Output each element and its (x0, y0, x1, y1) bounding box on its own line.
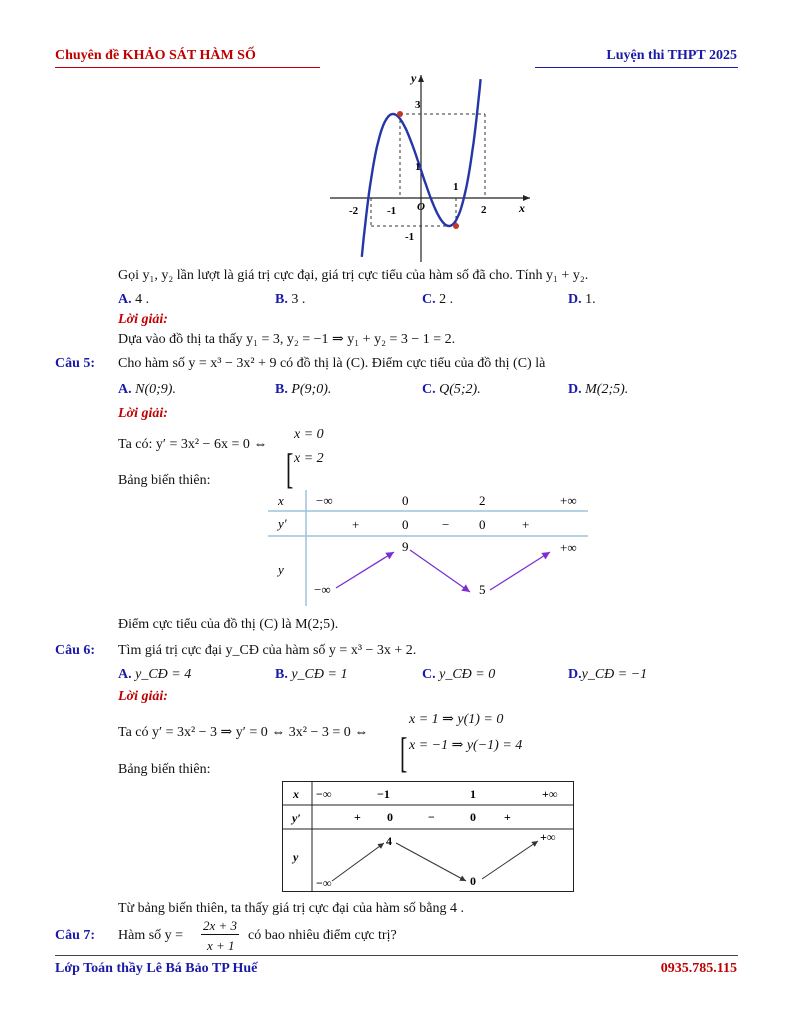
q6-stem: Tìm giá trị cực đại y_CĐ của hàm số y = x³ − 3x + 2. (118, 643, 417, 658)
graph-y-label: y (411, 71, 417, 85)
q6-table-sign-1: 0 (387, 810, 393, 824)
q6-table-x-head: x (293, 787, 299, 801)
q6-table-x-3: +∞ (542, 787, 558, 801)
graph-x-tick-neg1: -1 (387, 205, 397, 217)
q5-table-sign-3: 0 (479, 517, 486, 532)
q6-case-2: x = −1 ⇒ y(−1) = 4 (409, 738, 523, 753)
q6-case-1: x = 1 ⇒ y(1) = 0 (409, 712, 504, 727)
q5-table-y-2: 5 (479, 582, 486, 597)
q6-table-y-1: 4 (386, 834, 392, 848)
q5-option-c: C. Q(5;2). (422, 382, 481, 397)
q5-table-y-0: −∞ (314, 582, 331, 597)
graph-x-tick-1: 1 (453, 181, 459, 193)
q5-table-x-1: 0 (402, 493, 409, 508)
q4-solution: Dựa vào đồ thị ta thấy y₁ = 3, y₂ = −1 ⇒ y₁ + y₂ = 3 − 1 = 2. (118, 332, 456, 347)
q6-label: Câu 6: (55, 643, 96, 658)
q7-label: Câu 7: (55, 928, 96, 943)
footer-left: Lớp Toán thầy Lê Bá Bảo TP Huế (55, 961, 258, 976)
graph-y-tick-neg1: -1 (405, 231, 415, 243)
cubic-graph (325, 70, 535, 265)
q6-table-x-1: −1 (377, 787, 390, 801)
q6-option-b: B. y_CĐ = 1 (275, 667, 348, 682)
q5-table-x-head: x (278, 493, 284, 508)
q6-conclusion: Từ bảng biến thiên, ta thấy giá trị cực đại của hàm số bằng 4 . (118, 901, 465, 916)
graph-origin: O (417, 201, 425, 213)
footer-rule (55, 955, 738, 956)
q6-table-y-2: 0 (470, 874, 476, 888)
q6-table-sign-0: + (354, 810, 361, 824)
graph-x-tick-neg2: -2 (349, 205, 359, 217)
q5-table-y-3: +∞ (560, 540, 577, 555)
q6-derivative: Ta có y′ = 3x² − 3 ⇒ y′ = 0 ⇔ 3x² − 3 = 0 ⇔ (118, 725, 369, 740)
q5-option-d: D. M(2;5). (568, 382, 629, 397)
q4-option-b: B. 3 . (275, 292, 306, 307)
q4-solution-label: Lời giải: (118, 312, 168, 327)
q4-option-a: A. 4 . (118, 292, 150, 307)
q5-option-b: B. P(9;0). (275, 382, 332, 397)
q6-table-y-3: +∞ (540, 830, 556, 844)
header-rule-right (535, 67, 738, 68)
q6-option-d: D.y_CĐ = −1 (568, 667, 648, 682)
graph-x-label: x (519, 201, 525, 215)
header-rule-left (55, 67, 320, 68)
q5-stem: Cho hàm số y = x³ − 3x² + 9 có đồ thị là (C). Điểm cực tiểu của đồ thị (C) là (118, 356, 546, 371)
q5-table-label: Bảng biến thiên: (118, 473, 211, 488)
q5-table-sign-0: + (352, 517, 360, 532)
q5-option-a: A. N(0;9). (118, 382, 176, 397)
q5-case-2: x = 2 (294, 451, 324, 466)
q5-variation-table (268, 490, 588, 606)
q5-bracket: [ (286, 444, 294, 493)
header-right: Luyện thi THPT 2025 (606, 48, 737, 63)
q6-table-y-head: y (293, 850, 299, 864)
q6-table-label: Bảng biến thiên: (118, 762, 211, 777)
q5-table-sign-4: + (522, 517, 530, 532)
q4-stem: Gọi y₁, y₂ lần lượt là giá trị cực đại, giá trị cực tiểu của hàm số đã cho. Tính y₁ + y₂. (118, 268, 589, 283)
q6-option-c: C. y_CĐ = 0 (422, 667, 496, 682)
q7-stem-pre: Hàm số y = (118, 928, 184, 943)
q6-bracket: [ (400, 728, 408, 777)
q6-table-x-2: 1 (470, 787, 476, 801)
q5-table-sign-1: 0 (402, 517, 409, 532)
q5-table-x-0: −∞ (316, 493, 333, 508)
q5-table-y-1: 9 (402, 539, 409, 554)
q7-stem-post: có bao nhiêu điểm cực trị? (248, 928, 397, 943)
q6-table-yp-head: y′ (292, 811, 301, 825)
q6-table-sign-4: + (504, 810, 511, 824)
q6-variation-table (282, 781, 574, 892)
q6-table-x-0: −∞ (316, 787, 332, 801)
graph-x-tick-2: 2 (481, 204, 487, 216)
q5-label: Câu 5: (55, 356, 96, 371)
graph-y-tick-3: 3 (415, 99, 421, 111)
q6-table-y-0: −∞ (316, 876, 332, 890)
q5-table-x-3: +∞ (560, 493, 577, 508)
q6-table-sign-2: − (428, 810, 435, 824)
q6-option-a: A. y_CĐ = 4 (118, 667, 192, 682)
q5-table-x-2: 2 (479, 493, 486, 508)
q5-table-y-head: y (278, 562, 284, 577)
q7-numerator: 2x + 3 (203, 918, 238, 933)
q5-derivative: Ta có: y′ = 3x² − 6x = 0 ⇔ (118, 437, 268, 452)
q7-denominator: x + 1 (207, 938, 235, 953)
footer-right: 0935.785.115 (660, 961, 737, 976)
q4-option-d: D. 1. (568, 292, 596, 307)
header-left: Chuyên đề KHẢO SÁT HÀM SỐ (55, 48, 256, 63)
q5-case-1: x = 0 (294, 427, 324, 442)
q5-solution-label: Lời giải: (118, 406, 168, 421)
q4-option-c: C. 2 . (422, 292, 454, 307)
graph-y-tick-1: 1 (415, 161, 421, 173)
q5-table-yp-head: y′ (278, 516, 287, 531)
q5-conclusion: Điểm cực tiểu của đồ thị (C) là M(2;5). (118, 617, 339, 632)
q5-table-sign-2: − (442, 517, 450, 532)
q6-solution-label: Lời giải: (118, 689, 168, 704)
q6-table-sign-3: 0 (470, 810, 476, 824)
